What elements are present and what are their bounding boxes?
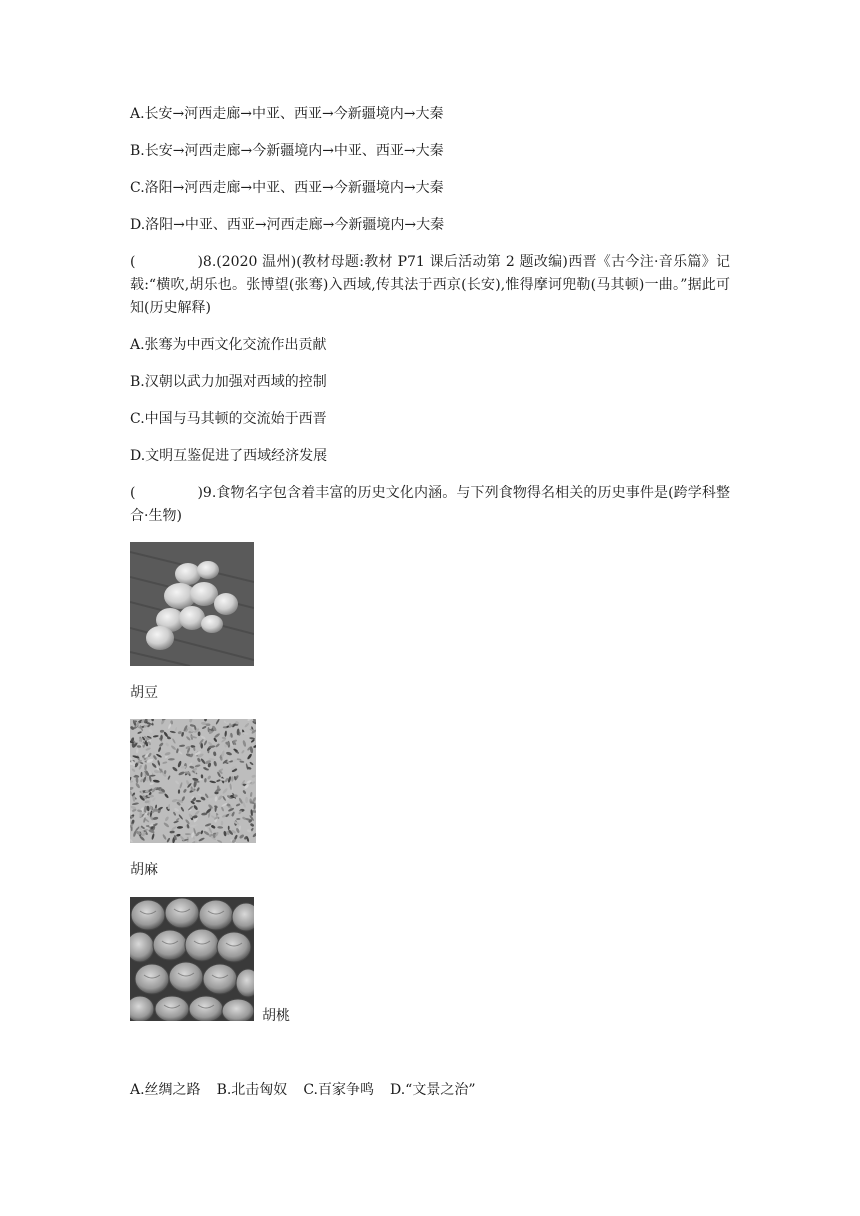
caption-broad-beans: 胡豆 [130, 685, 158, 701]
q7-option-d: D.洛阳→中亚、西亚→河西走廊→今新疆境内→大秦 [130, 217, 445, 233]
caption-walnuts: 胡桃 [262, 1008, 290, 1024]
q7-option-c: C.洛阳→河西走廊→中亚、西亚→今新疆境内→大秦 [130, 180, 444, 196]
q7-option-a: A.长安→河西走廊→中亚、西亚→今新疆境内→大秦 [130, 106, 444, 122]
q9-option-d: D.“文景之治” [389, 1082, 476, 1098]
q9-option-b: B.北击匈奴 [216, 1082, 288, 1098]
sesame-seeds-photo [130, 719, 256, 843]
q7-option-b: B.长安→河西走廊→今新疆境内→中亚、西亚→大秦 [130, 143, 444, 159]
q9-stem [130, 482, 730, 528]
q9-answer-paren: ( [130, 485, 136, 501]
q9-stem-text: )9.食物名字包含着丰富的历史文化内涵。与下列食物得名相关的历史事件是(跨学科整合·生物) [130, 485, 730, 524]
walnuts-photo [130, 897, 254, 1021]
q8-stem [130, 251, 730, 320]
q8-answer-paren: ( [130, 254, 136, 270]
q9-option-a: A.丝绸之路 [130, 1082, 201, 1098]
broad-beans-photo [130, 542, 254, 666]
q9-options [130, 1079, 730, 1101]
q9-option-c: C.百家争鸣 [303, 1082, 374, 1098]
q8-option-b: B.汉朝以武力加强对西域的控制 [130, 374, 327, 390]
q8-option-c: C.中国与马其顿的交流始于西晋 [130, 411, 327, 427]
q8-option-a: A.张骞为中西文化交流作出贡献 [130, 337, 327, 353]
q8-stem-text: )8.(2020 温州)(教材母题:教材 P71 课后活动第 2 题改编)西晋《古今注·音乐篇》记载:“横吹,胡乐也。张博望(张骞)入西域,传其法于西京(长安),惟得摩诃兜勒(马其顿)一曲。”据此可知(历史解释) [130, 254, 730, 316]
caption-sesame: 胡麻 [130, 862, 158, 878]
q8-option-d: D.文明互鉴促进了西域经济发展 [130, 448, 328, 464]
